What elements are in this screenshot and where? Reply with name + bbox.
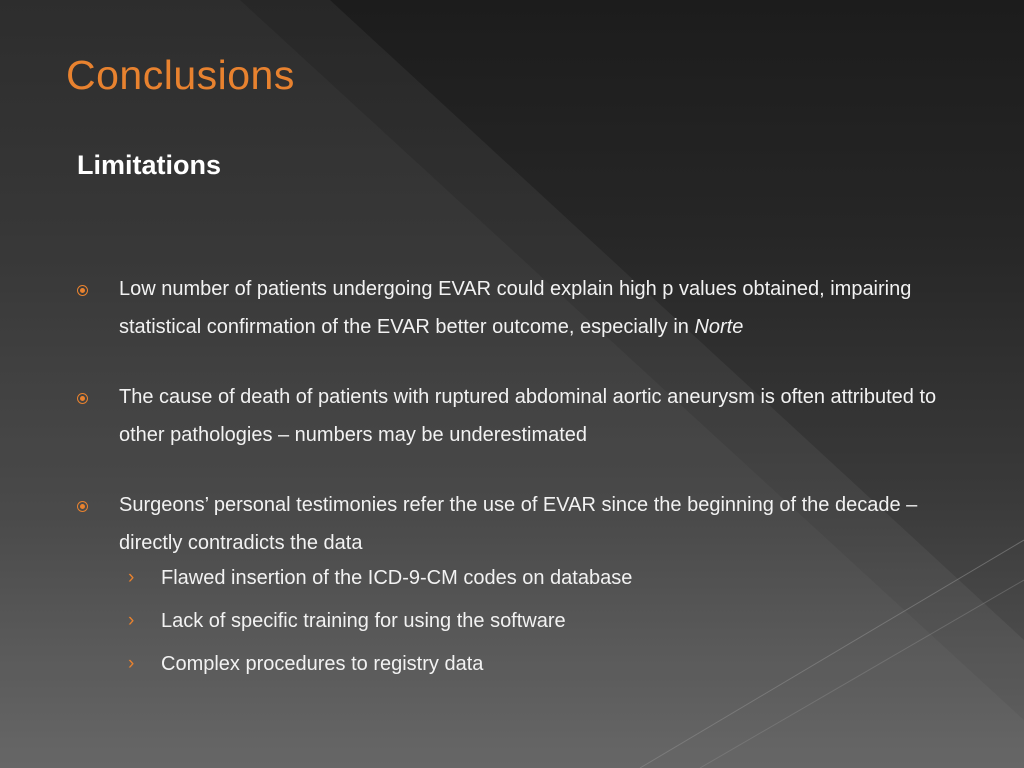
sub-bullet-item xyxy=(128,565,928,595)
bullet-circle-icon xyxy=(77,501,88,512)
sub-bullet-text: Flawed insertion of the ICD-9-CM codes on database xyxy=(161,567,633,589)
bullet-text: The cause of death of patients with ruptured abdominal aortic aneurysm is often attributed to other pathologies – numbers may be underestimated xyxy=(119,386,937,446)
sub-bullet-item xyxy=(128,608,928,638)
italic-text: Norte xyxy=(694,316,744,338)
bullet-text: Low number of patients undergoing EVAR could explain high p values obtained, impairing statistical confirmation of the EVAR better outcome, especially in Norte xyxy=(119,278,912,338)
bullet-circle-icon xyxy=(77,285,88,296)
slide-title: Conclusions xyxy=(66,52,295,98)
chevron-right-icon: › xyxy=(128,567,135,588)
bullet-circle-icon xyxy=(77,393,88,404)
bullet-text: Surgeons’ personal testimonies refer the use of EVAR since the beginning of the decade – directly contradicts the data xyxy=(119,494,918,554)
sub-bullet-text: Lack of specific training for using the software xyxy=(161,610,566,632)
sub-bullet-text: Complex procedures to registry data xyxy=(161,653,484,675)
chevron-right-icon: › xyxy=(128,653,135,674)
slide-subtitle: Limitations xyxy=(77,150,222,180)
chevron-right-icon: › xyxy=(128,610,135,631)
sub-bullet-item xyxy=(128,651,928,681)
